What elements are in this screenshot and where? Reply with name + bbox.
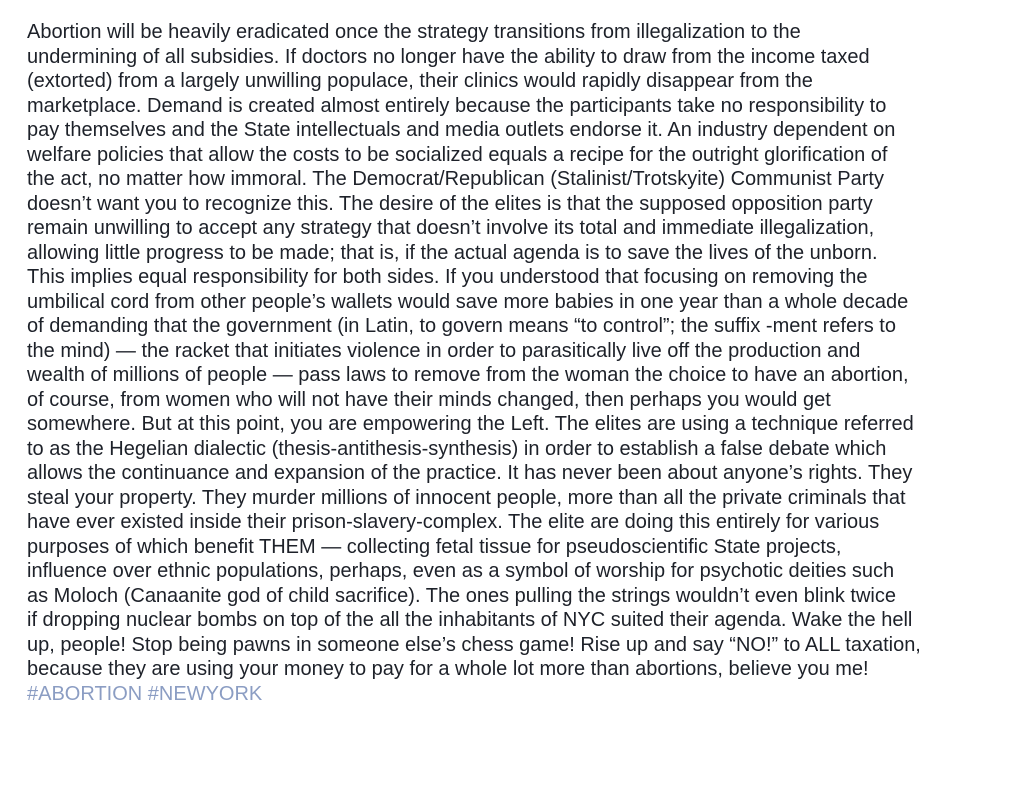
hashtag-newyork-link[interactable]: #NEWYORK <box>147 682 263 705</box>
post-text-line: (extorted) from a largely unwilling populace, their clinics would rapidly disappear from the <box>27 70 813 92</box>
post-text-line: pay themselves and the State intellectuals and media outlets endorse it. An industry dependent on <box>27 119 896 141</box>
post-body <box>27 20 1017 706</box>
post-text-line: Abortion will be heavily eradicated once the strategy transitions from illegalization to the <box>27 21 801 43</box>
post-text-line: undermining of all subsidies. If doctors no longer have the ability to draw from the income taxed <box>27 45 870 68</box>
post-text-line: This implies equal responsibility for both sides. If you understood that focusing on removing the <box>27 266 868 288</box>
post-text-line: remain unwilling to accept any strategy that doesn’t involve its total and immediate illegalization, <box>27 217 875 239</box>
post-text-line: to as the Hegelian dialectic (thesis-antithesis-synthesis) in order to establish a false debate which <box>27 437 887 460</box>
post-text-line: if dropping nuclear bombs on top of the all the inhabitants of NYC suited their agenda. Wake the hell <box>27 609 913 631</box>
post-text-line: purposes of which benefit THEM — collecting fetal tissue for pseudoscientific State projects, <box>27 535 842 558</box>
post-text-line: doesn’t want you to recognize this. The desire of the elites is that the supposed opposition party <box>27 192 873 215</box>
post-text-line: of course, from women who will not have their minds changed, then perhaps you would get <box>27 388 831 411</box>
post-text-line: somewhere. But at this point, you are empowering the Left. The elites are using a technique referred <box>27 413 914 435</box>
post-text-line: allowing little progress to be made; that is, if the actual agenda is to save the lives of the unborn. <box>27 241 878 264</box>
post-text-line: up, people! Stop being pawns in someone else’s chess game! Rise up and say “NO!” to ALL taxation, <box>27 633 921 656</box>
post-text-line: because they are using your money to pay for a whole lot more than abortions, believe you me! <box>27 658 869 680</box>
post-text-line: steal your property. They murder millions of innocent people, more than all the private criminals that <box>27 486 906 509</box>
post-text-line: of demanding that the government (in Latin, to govern means “to control”; the suffix -ment refers to <box>27 315 896 337</box>
post-text-line: have ever existed inside their prison-slavery-complex. The elite are doing this entirely for various <box>27 511 880 533</box>
post-text-line: the act, no matter how immoral. The Democrat/Republican (Stalinist/Trotskyite) Communist Party <box>27 168 884 190</box>
post-text-line: marketplace. Demand is created almost entirely because the participants take no responsibility to <box>27 94 887 117</box>
post-text-line: allows the continuance and expansion of the practice. It has never been about anyone’s rights. They <box>27 462 913 484</box>
post-text-line: as Moloch (Canaanite god of child sacrifice). The ones pulling the strings wouldn’t even blink twice <box>27 584 896 607</box>
post-text-line: influence over ethnic populations, perhaps, even as a symbol of worship for psychotic deities such <box>27 560 895 582</box>
hashtag-abortion-link[interactable]: #ABORTION <box>27 682 143 705</box>
post-text-line: the mind) — the racket that initiates violence in order to parasitically live off the production and <box>27 339 861 362</box>
hashtag-row <box>27 682 1017 707</box>
post-text-line: wealth of millions of people — pass laws to remove from the woman the choice to have an abortion, <box>27 364 909 386</box>
post-text-line: umbilical cord from other people’s wallets would save more babies in one year than a whole decade <box>27 290 909 313</box>
post-text-line: welfare policies that allow the costs to be socialized equals a recipe for the outright glorification of <box>27 143 888 166</box>
